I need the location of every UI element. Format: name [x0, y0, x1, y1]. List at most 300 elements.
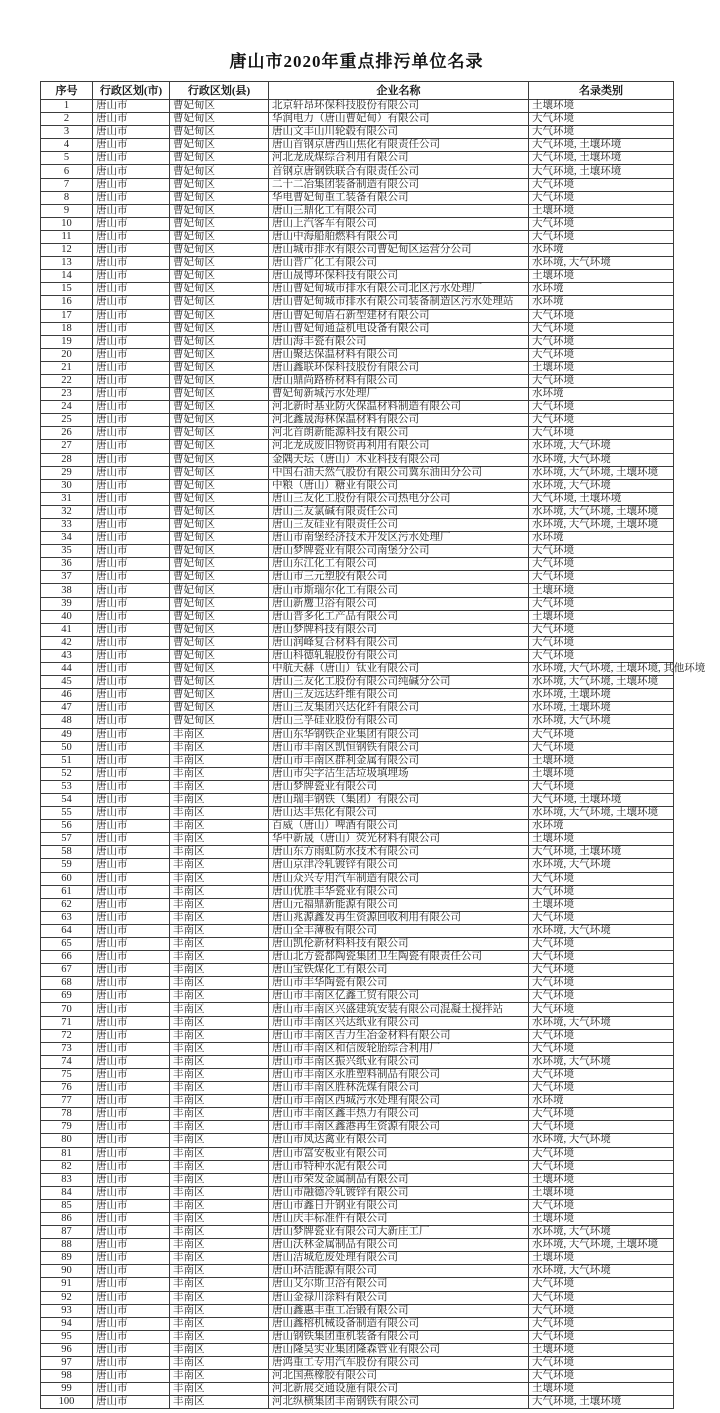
cell-seq: 51 — [41, 754, 93, 767]
cell-enterprise-name: 唐山市丰南区鑫丰热力有限公司 — [269, 1108, 529, 1121]
cell-category: 大气环境 — [529, 401, 674, 414]
table-row — [41, 1330, 674, 1343]
cell-city: 唐山市 — [93, 1383, 170, 1396]
page-title: 唐山市2020年重点排污单位名录 — [229, 52, 484, 71]
cell-seq: 77 — [41, 1095, 93, 1108]
cell-county: 曹妃甸区 — [170, 126, 269, 139]
cell-category: 大气环境 — [529, 885, 674, 898]
cell-county: 丰南区 — [170, 859, 269, 872]
cell-county: 曹妃甸区 — [170, 230, 269, 243]
cell-category: 大气环境 — [529, 217, 674, 230]
cell-county: 丰南区 — [170, 872, 269, 885]
cell-enterprise-name: 唐山曹妃甸盾石新型建材有限公司 — [269, 309, 529, 322]
cell-city: 唐山市 — [93, 191, 170, 204]
cell-enterprise-name: 金隅天坛（唐山）木业科技有限公司 — [269, 453, 529, 466]
table-row — [41, 1357, 674, 1370]
cell-category: 大气环境 — [529, 322, 674, 335]
cell-seq: 82 — [41, 1160, 93, 1173]
cell-city: 唐山市 — [93, 361, 170, 374]
cell-enterprise-name: 唐山东华钢铁企业集团有限公司 — [269, 728, 529, 741]
cell-enterprise-name: 唐山市尖字沽生活垃圾填埋场 — [269, 767, 529, 780]
cell-seq: 85 — [41, 1199, 93, 1212]
cell-enterprise-name: 唐山市丰南区兴达纸业有限公司 — [269, 1016, 529, 1029]
cell-seq: 37 — [41, 571, 93, 584]
cell-city: 唐山市 — [93, 1042, 170, 1055]
cell-category: 大气环境 — [529, 1370, 674, 1383]
cell-category: 大气环境 — [529, 374, 674, 387]
table-row — [41, 1029, 674, 1042]
cell-city: 唐山市 — [93, 1199, 170, 1212]
cell-county: 丰南区 — [170, 1186, 269, 1199]
cell-enterprise-name: 唐山沃林金属制品有限公司 — [269, 1239, 529, 1252]
cell-city: 唐山市 — [93, 636, 170, 649]
cell-city: 唐山市 — [93, 492, 170, 505]
cell-seq: 41 — [41, 623, 93, 636]
cell-category: 水环境 — [529, 296, 674, 309]
table-row — [41, 833, 674, 846]
cell-seq: 94 — [41, 1317, 93, 1330]
cell-seq: 40 — [41, 610, 93, 623]
table-row — [41, 401, 674, 414]
cell-city: 唐山市 — [93, 1357, 170, 1370]
table-row — [41, 1239, 674, 1252]
cell-category: 水环境, 大气环境, 土壤环境 — [529, 676, 674, 689]
cell-enterprise-name: 唐山三鼎化工有限公司 — [269, 204, 529, 217]
cell-enterprise-name: 华润电力（唐山曹妃甸）有限公司 — [269, 113, 529, 126]
cell-city: 唐山市 — [93, 270, 170, 283]
cell-county: 丰南区 — [170, 924, 269, 937]
cell-category: 大气环境 — [529, 191, 674, 204]
cell-county: 曹妃甸区 — [170, 689, 269, 702]
cell-category: 大气环境 — [529, 1121, 674, 1134]
cell-enterprise-name: 河北新展交通设施有限公司 — [269, 1383, 529, 1396]
table-row — [41, 1317, 674, 1330]
cell-county: 丰南区 — [170, 1003, 269, 1016]
cell-category: 大气环境 — [529, 1003, 674, 1016]
cell-category: 大气环境 — [529, 1029, 674, 1042]
cell-category: 大气环境 — [529, 178, 674, 191]
cell-city: 唐山市 — [93, 1055, 170, 1068]
cell-category: 土壤环境 — [529, 1173, 674, 1186]
cell-enterprise-name: 唐山晋广化工有限公司 — [269, 257, 529, 270]
cell-county: 曹妃甸区 — [170, 610, 269, 623]
cell-county: 曹妃甸区 — [170, 558, 269, 571]
cell-county: 丰南区 — [170, 1016, 269, 1029]
cell-category: 水环境, 大气环境 — [529, 924, 674, 937]
table-row — [41, 1343, 674, 1356]
cell-city: 唐山市 — [93, 951, 170, 964]
table-row — [41, 296, 674, 309]
cell-enterprise-name: 北京轩昂环保科技股份有限公司 — [269, 100, 529, 113]
cell-city: 唐山市 — [93, 1186, 170, 1199]
cell-enterprise-name: 唐山上汽客车有限公司 — [269, 217, 529, 230]
cell-seq: 56 — [41, 820, 93, 833]
cell-enterprise-name: 唐山三友化工股份有限公司热电分公司 — [269, 492, 529, 505]
cell-county: 曹妃甸区 — [170, 191, 269, 204]
cell-enterprise-name: 唐山市丰南区吉力生冶金材料有限公司 — [269, 1029, 529, 1042]
cell-enterprise-name: 唐山市三元塑胶有限公司 — [269, 571, 529, 584]
table-row — [41, 1370, 674, 1383]
cell-seq: 86 — [41, 1212, 93, 1225]
cell-category: 大气环境 — [529, 1068, 674, 1081]
cell-seq: 74 — [41, 1055, 93, 1068]
cell-city: 唐山市 — [93, 1095, 170, 1108]
cell-seq: 89 — [41, 1252, 93, 1265]
cell-seq: 78 — [41, 1108, 93, 1121]
table-header-row — [41, 82, 674, 100]
cell-seq: 80 — [41, 1134, 93, 1147]
cell-category: 土壤环境 — [529, 1212, 674, 1225]
cell-enterprise-name: 唐山文丰山川轮毂有限公司 — [269, 126, 529, 139]
cell-seq: 61 — [41, 885, 93, 898]
cell-seq: 70 — [41, 1003, 93, 1016]
table-row — [41, 466, 674, 479]
cell-seq: 88 — [41, 1239, 93, 1252]
cell-city: 唐山市 — [93, 676, 170, 689]
cell-city: 唐山市 — [93, 348, 170, 361]
table-row — [41, 938, 674, 951]
table-row — [41, 1121, 674, 1134]
cell-enterprise-name: 唐山市鑫日升钢业有限公司 — [269, 1199, 529, 1212]
cell-enterprise-name: 百威（唐山）啤酒有限公司 — [269, 820, 529, 833]
cell-category: 水环境, 大气环境 — [529, 1226, 674, 1239]
cell-seq: 47 — [41, 702, 93, 715]
cell-city: 唐山市 — [93, 846, 170, 859]
cell-city: 唐山市 — [93, 139, 170, 152]
cell-county: 丰南区 — [170, 1055, 269, 1068]
cell-enterprise-name: 唐山三孚硅业股份有限公司 — [269, 715, 529, 728]
cell-county: 丰南区 — [170, 820, 269, 833]
table-row — [41, 1147, 674, 1160]
cell-city: 唐山市 — [93, 1291, 170, 1304]
cell-category: 大气环境 — [529, 558, 674, 571]
cell-county: 曹妃甸区 — [170, 479, 269, 492]
table-row — [41, 139, 674, 152]
table-row — [41, 610, 674, 623]
cell-category: 大气环境 — [529, 571, 674, 584]
cell-city: 唐山市 — [93, 885, 170, 898]
cell-seq: 1 — [41, 100, 93, 113]
cell-city: 唐山市 — [93, 374, 170, 387]
cell-category: 大气环境 — [529, 977, 674, 990]
cell-enterprise-name: 唐山市南堡经济技术开发区污水处理厂 — [269, 532, 529, 545]
cell-county: 丰南区 — [170, 1226, 269, 1239]
cell-seq: 45 — [41, 676, 93, 689]
cell-enterprise-name: 唐山隆昊实业集团隆森管业有限公司 — [269, 1343, 529, 1356]
cell-seq: 36 — [41, 558, 93, 571]
cell-enterprise-name: 唐山众兴专用汽车制造有限公司 — [269, 872, 529, 885]
cell-category: 大气环境 — [529, 230, 674, 243]
cell-enterprise-name: 唐山市丰南区振兴纸业有限公司 — [269, 1055, 529, 1068]
cell-county: 丰南区 — [170, 1239, 269, 1252]
cell-seq: 68 — [41, 977, 93, 990]
cell-city: 唐山市 — [93, 545, 170, 558]
cell-seq: 26 — [41, 427, 93, 440]
cell-seq: 22 — [41, 374, 93, 387]
cell-enterprise-name: 唐山鑫联环保科技股份有限公司 — [269, 361, 529, 374]
cell-enterprise-name: 河北首朗新能源科技有限公司 — [269, 427, 529, 440]
cell-county: 丰南区 — [170, 1199, 269, 1212]
cell-category: 水环境 — [529, 820, 674, 833]
cell-category: 大气环境 — [529, 911, 674, 924]
cell-county: 曹妃甸区 — [170, 702, 269, 715]
header-city: 行政区划(市) — [93, 82, 170, 100]
cell-enterprise-name: 唐山三友化工股份有限公司纯碱分公司 — [269, 676, 529, 689]
cell-city: 唐山市 — [93, 230, 170, 243]
cell-seq: 60 — [41, 872, 93, 885]
cell-county: 丰南区 — [170, 1383, 269, 1396]
cell-enterprise-name: 唐山海丰瓷有限公司 — [269, 335, 529, 348]
cell-county: 曹妃甸区 — [170, 532, 269, 545]
cell-seq: 54 — [41, 793, 93, 806]
cell-seq: 71 — [41, 1016, 93, 1029]
cell-enterprise-name: 唐鸿重工专用汽车股份有限公司 — [269, 1357, 529, 1370]
cell-category: 土壤环境 — [529, 767, 674, 780]
table-row — [41, 924, 674, 937]
cell-seq: 57 — [41, 833, 93, 846]
cell-seq: 55 — [41, 807, 93, 820]
cell-enterprise-name: 唐山鑫榕机械设备制造有限公司 — [269, 1317, 529, 1330]
cell-county: 曹妃甸区 — [170, 348, 269, 361]
cell-county: 丰南区 — [170, 1147, 269, 1160]
cell-category: 大气环境, 土壤环境 — [529, 793, 674, 806]
cell-category: 大气环境 — [529, 113, 674, 126]
table-row — [41, 1212, 674, 1225]
cell-category: 大气环境 — [529, 1278, 674, 1291]
cell-county: 丰南区 — [170, 1396, 269, 1409]
cell-enterprise-name: 唐山优胜丰华瓷业有限公司 — [269, 885, 529, 898]
table-row — [41, 1108, 674, 1121]
cell-seq: 87 — [41, 1226, 93, 1239]
cell-enterprise-name: 河北鑫晟海林保温材料有限公司 — [269, 414, 529, 427]
cell-category: 水环境, 大气环境, 土壤环境 — [529, 807, 674, 820]
table-row — [41, 780, 674, 793]
cell-category: 大气环境, 土壤环境 — [529, 165, 674, 178]
cell-category: 水环境, 大气环境, 土壤环境 — [529, 466, 674, 479]
cell-city: 唐山市 — [93, 663, 170, 676]
cell-city: 唐山市 — [93, 1226, 170, 1239]
cell-enterprise-name: 唐山金禄川涂料有限公司 — [269, 1291, 529, 1304]
table-row — [41, 728, 674, 741]
cell-category: 大气环境 — [529, 1330, 674, 1343]
cell-city: 唐山市 — [93, 113, 170, 126]
cell-enterprise-name: 唐山洁城危废处理有限公司 — [269, 1252, 529, 1265]
cell-city: 唐山市 — [93, 1068, 170, 1081]
table-row — [41, 977, 674, 990]
cell-seq: 32 — [41, 505, 93, 518]
cell-enterprise-name: 唐山鼎尚路桥材料有限公司 — [269, 374, 529, 387]
table-row — [41, 1278, 674, 1291]
table-row — [41, 1265, 674, 1278]
cell-category: 水环境 — [529, 283, 674, 296]
cell-seq: 49 — [41, 728, 93, 741]
cell-enterprise-name: 唐山市丰南区胜林洗煤有限公司 — [269, 1082, 529, 1095]
cell-county: 曹妃甸区 — [170, 623, 269, 636]
cell-category: 土壤环境 — [529, 754, 674, 767]
cell-county: 丰南区 — [170, 938, 269, 951]
cell-city: 唐山市 — [93, 401, 170, 414]
cell-county: 丰南区 — [170, 1134, 269, 1147]
cell-seq: 23 — [41, 388, 93, 401]
cell-enterprise-name: 唐山梦牌科技有限公司 — [269, 623, 529, 636]
cell-enterprise-name: 河北新时基业防火保温材料制造有限公司 — [269, 401, 529, 414]
cell-enterprise-name: 唐山市特种水泥有限公司 — [269, 1160, 529, 1173]
cell-county: 丰南区 — [170, 1082, 269, 1095]
cell-seq: 33 — [41, 519, 93, 532]
cell-category: 水环境, 大气环境 — [529, 1016, 674, 1029]
cell-city: 唐山市 — [93, 754, 170, 767]
cell-county: 丰南区 — [170, 1357, 269, 1370]
cell-category: 水环境, 大气环境 — [529, 1134, 674, 1147]
cell-city: 唐山市 — [93, 964, 170, 977]
cell-enterprise-name: 唐山庆丰标准件有限公司 — [269, 1212, 529, 1225]
cell-category: 水环境 — [529, 244, 674, 257]
cell-enterprise-name: 唐山市丰南区永胜塑料制品有限公司 — [269, 1068, 529, 1081]
cell-county: 丰南区 — [170, 1212, 269, 1225]
cell-enterprise-name: 唐山宝铁煤化工有限公司 — [269, 964, 529, 977]
cell-enterprise-name: 唐山梦牌瓷业有限公司南堡分公司 — [269, 545, 529, 558]
cell-county: 曹妃甸区 — [170, 244, 269, 257]
cell-city: 唐山市 — [93, 990, 170, 1003]
cell-county: 曹妃甸区 — [170, 519, 269, 532]
cell-city: 唐山市 — [93, 335, 170, 348]
cell-county: 曹妃甸区 — [170, 139, 269, 152]
cell-enterprise-name: 唐山梦牌瓷业有限公司大新庄工厂 — [269, 1226, 529, 1239]
cell-city: 唐山市 — [93, 100, 170, 113]
cell-county: 丰南区 — [170, 1278, 269, 1291]
cell-category: 水环境 — [529, 388, 674, 401]
table-row — [41, 1003, 674, 1016]
cell-category: 大气环境 — [529, 309, 674, 322]
cell-enterprise-name: 唐山东江化工有限公司 — [269, 558, 529, 571]
header-category: 名录类别 — [529, 82, 674, 100]
cell-county: 曹妃甸区 — [170, 309, 269, 322]
cell-city: 唐山市 — [93, 938, 170, 951]
cell-county: 曹妃甸区 — [170, 715, 269, 728]
cell-city: 唐山市 — [93, 1370, 170, 1383]
cell-enterprise-name: 唐山曹妃甸城市排水有限公司装备制造区污水处理站 — [269, 296, 529, 309]
cell-enterprise-name: 唐山市富安板业有限公司 — [269, 1147, 529, 1160]
cell-county: 丰南区 — [170, 1121, 269, 1134]
cell-category: 水环境, 大气环境 — [529, 715, 674, 728]
cell-seq: 7 — [41, 178, 93, 191]
table-row — [41, 519, 674, 532]
table-row — [41, 702, 674, 715]
cell-city: 唐山市 — [93, 1108, 170, 1121]
cell-county: 曹妃甸区 — [170, 584, 269, 597]
cell-seq: 25 — [41, 414, 93, 427]
cell-enterprise-name: 唐山市荣发金属制品有限公司 — [269, 1173, 529, 1186]
cell-category: 大气环境 — [529, 964, 674, 977]
table-row — [41, 689, 674, 702]
table-row — [41, 885, 674, 898]
cell-seq: 3 — [41, 126, 93, 139]
cell-enterprise-name: 唐山三友集团兴达化纤有限公司 — [269, 702, 529, 715]
cell-county: 曹妃甸区 — [170, 165, 269, 178]
cell-seq: 53 — [41, 780, 93, 793]
cell-city: 唐山市 — [93, 1147, 170, 1160]
cell-category: 水环境, 大气环境 — [529, 1055, 674, 1068]
cell-category: 土壤环境 — [529, 1383, 674, 1396]
cell-seq: 65 — [41, 938, 93, 951]
cell-enterprise-name: 河北国燕橡胶有限公司 — [269, 1370, 529, 1383]
cell-category: 大气环境 — [529, 1042, 674, 1055]
cell-enterprise-name: 唐山钢铁集团重机装备有限公司 — [269, 1330, 529, 1343]
cell-city: 唐山市 — [93, 1134, 170, 1147]
cell-county: 丰南区 — [170, 728, 269, 741]
cell-enterprise-name: 唐山京津冷轧镀锌有限公司 — [269, 859, 529, 872]
cell-enterprise-name: 唐山东方雨虹防水技术有限公司 — [269, 846, 529, 859]
cell-seq: 72 — [41, 1029, 93, 1042]
cell-city: 唐山市 — [93, 597, 170, 610]
cell-city: 唐山市 — [93, 322, 170, 335]
cell-enterprise-name: 唐山三友远达纤维有限公司 — [269, 689, 529, 702]
cell-seq: 83 — [41, 1173, 93, 1186]
cell-city: 唐山市 — [93, 584, 170, 597]
cell-city: 唐山市 — [93, 1082, 170, 1095]
cell-county: 曹妃甸区 — [170, 361, 269, 374]
cell-enterprise-name: 华中新晟（唐山）荧光材料有限公司 — [269, 833, 529, 846]
cell-city: 唐山市 — [93, 1003, 170, 1016]
cell-enterprise-name: 唐山市斯瑞尔化工有限公司 — [269, 584, 529, 597]
cell-county: 丰南区 — [170, 1160, 269, 1173]
table-row — [41, 754, 674, 767]
cell-enterprise-name: 唐山市丰南区亿鑫工贸有限公司 — [269, 990, 529, 1003]
cell-city: 唐山市 — [93, 728, 170, 741]
cell-seq: 69 — [41, 990, 93, 1003]
table-body — [41, 100, 706, 1409]
cell-enterprise-name: 首钢京唐钢铁联合有限责任公司 — [269, 165, 529, 178]
cell-seq: 52 — [41, 767, 93, 780]
cell-city: 唐山市 — [93, 741, 170, 754]
cell-county: 丰南区 — [170, 964, 269, 977]
cell-county: 丰南区 — [170, 1108, 269, 1121]
table-row — [41, 453, 674, 466]
cell-county: 丰南区 — [170, 1029, 269, 1042]
cell-city: 唐山市 — [93, 872, 170, 885]
cell-enterprise-name: 唐山中海船舶燃料有限公司 — [269, 230, 529, 243]
cell-category: 土壤环境 — [529, 833, 674, 846]
cell-enterprise-name: 唐山科德轧辊股份有限公司 — [269, 649, 529, 662]
cell-enterprise-name: 唐山晟博环保科技有限公司 — [269, 270, 529, 283]
header-county: 行政区划(县) — [170, 82, 269, 100]
cell-seq: 90 — [41, 1265, 93, 1278]
cell-county: 丰南区 — [170, 1252, 269, 1265]
table-row — [41, 440, 674, 453]
cell-seq: 96 — [41, 1343, 93, 1356]
table-row — [41, 204, 674, 217]
cell-category: 大气环境 — [529, 623, 674, 636]
cell-category: 大气环境 — [529, 1160, 674, 1173]
table-row — [41, 820, 674, 833]
cell-seq: 95 — [41, 1330, 93, 1343]
table-row — [41, 152, 674, 165]
cell-category: 大气环境 — [529, 636, 674, 649]
table-row — [41, 388, 674, 401]
cell-county: 曹妃甸区 — [170, 270, 269, 283]
cell-enterprise-name: 唐山鑫惠丰重工冶锻有限公司 — [269, 1304, 529, 1317]
table-row — [41, 649, 674, 662]
cell-city: 唐山市 — [93, 283, 170, 296]
cell-city: 唐山市 — [93, 453, 170, 466]
cell-category: 大气环境 — [529, 1082, 674, 1095]
cell-county: 曹妃甸区 — [170, 414, 269, 427]
cell-enterprise-name: 唐山三友氯碱有限责任公司 — [269, 505, 529, 518]
cell-enterprise-name: 中粮（唐山）糖业有限公司 — [269, 479, 529, 492]
cell-seq: 93 — [41, 1304, 93, 1317]
cell-category: 大气环境 — [529, 938, 674, 951]
cell-category: 水环境 — [529, 1095, 674, 1108]
